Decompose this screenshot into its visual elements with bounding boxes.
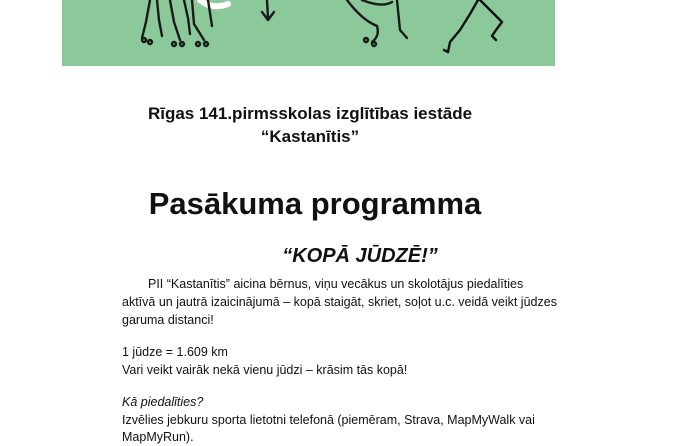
how-to-participate-heading: Kā piedalīties? (122, 395, 204, 409)
event-slogan: “KOPĀ JŪDZĒ!” (282, 245, 438, 267)
intro-line-1: PII “Kastanītis” aicina bērnus, viņu vecākus un skolotājus piedalīties (148, 277, 524, 291)
more-miles-text: Vari veikt vairāk nekā vienu jūdzi – krāsim tās kopā! (122, 363, 408, 377)
page-title: Pasākuma programma (148, 186, 482, 221)
organization-name: Rīgas 141.pirmsskolas izglītības iestāde (147, 104, 473, 123)
organization-nickname: “Kastanītis” (260, 127, 360, 146)
how-line-1: Izvēlies jebkuru sporta lietotni telefonā (piemēram, Strava, MapMyWalk vai (122, 413, 535, 427)
intro-line-2: aktīvā un jautrā izaicinājumā – kopā staigāt, skriet, soļot u.c. veidā veikt jūdzes (122, 295, 557, 309)
how-line-2: MapMyRun). (122, 430, 194, 444)
intro-line-3: garuma distanci! (122, 313, 214, 327)
runner-figure-illustration (440, 0, 520, 66)
mile-definition: 1 jūdze = 1.609 km (122, 345, 228, 359)
